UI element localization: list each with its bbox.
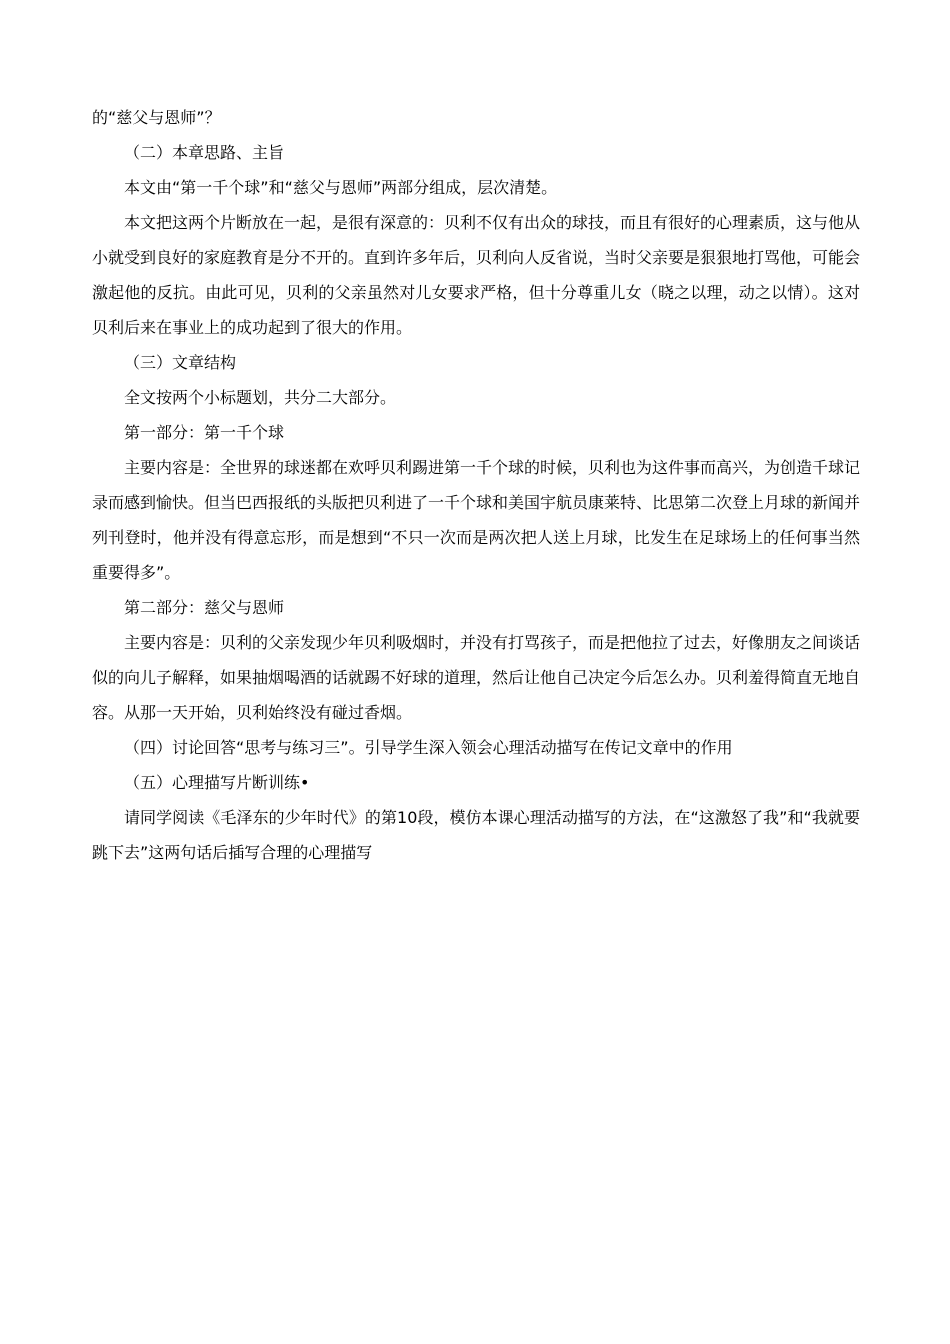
document-body <box>92 100 860 870</box>
part-one-heading: 第一部分：第一千个球 <box>124 423 285 442</box>
paragraph-division: 全文按两个小标题划，共分二大部分。 <box>124 388 397 407</box>
paragraph-part-two-content: 主要内容是：贝利的父亲发现少年贝利吸烟时，并没有打骂孩子，而是把他拉了过去，好像朋友之间谈话似的向儿子解释，如果抽烟喝酒的话就踢不好球的道理，然后让他自己决定今后怎么办。贝利羞得简直无地自容。从那一天开始，贝利始终没有碰过香烟。 <box>92 633 861 722</box>
part-two-heading: 第二部分：慈父与恩师 <box>124 598 285 617</box>
section-heading-4: （四）讨论回答“思考与练习三”。引导学生深入领会心理活动描写在传记文章中的作用 <box>124 738 733 757</box>
paragraph-continuation: 的“慈父与恩师”？ <box>92 108 221 127</box>
section-heading-3: （三）文章结构 <box>124 353 237 372</box>
paragraph-structure-summary: 本文由“第一千个球”和“慈父与恩师”两部分组成，层次清楚。 <box>124 178 558 197</box>
paragraph-exercise: 请同学阅读《毛泽东的少年时代》的第10段，模仿本课心理活动描写的方法，在“这激怒了我”和“我就要跳下去”这两句话后插写合理的心理描写 <box>92 808 860 862</box>
section-heading-5: （五）心理描写片断训练• <box>124 773 310 792</box>
paragraph-deep-meaning: 本文把这两个片断放在一起，是很有深意的：贝利不仅有出众的球技，而且有很好的心理素质，这与他从小就受到良好的家庭教育是分不开的。直到许多年后，贝利向人反省说，当时父亲要是狠狠地打骂他，可能会激起他的反抗。由此可见，贝利的父亲虽然对儿女要求严格，但十分尊重儿女（晓之以理，动之以情）。这对贝利后来在事业上的成功起到了很大的作用。 <box>92 213 861 337</box>
section-heading-2: （二）本章思路、主旨 <box>124 143 285 162</box>
paragraph-part-one-content: 主要内容是：全世界的球迷都在欢呼贝利踢进第一千个球的时候，贝利也为这件事而高兴，为创造千球记录而感到愉快。但当巴西报纸的头版把贝利进了一千个球和美国宇航员康莱特、比思第二次登上月球的新闻并列刊登时，他并没有得意忘形，而是想到“不只一次而是两次把人送上月球，比发生在足球场上的任何事当然重要得多”。 <box>92 458 861 582</box>
